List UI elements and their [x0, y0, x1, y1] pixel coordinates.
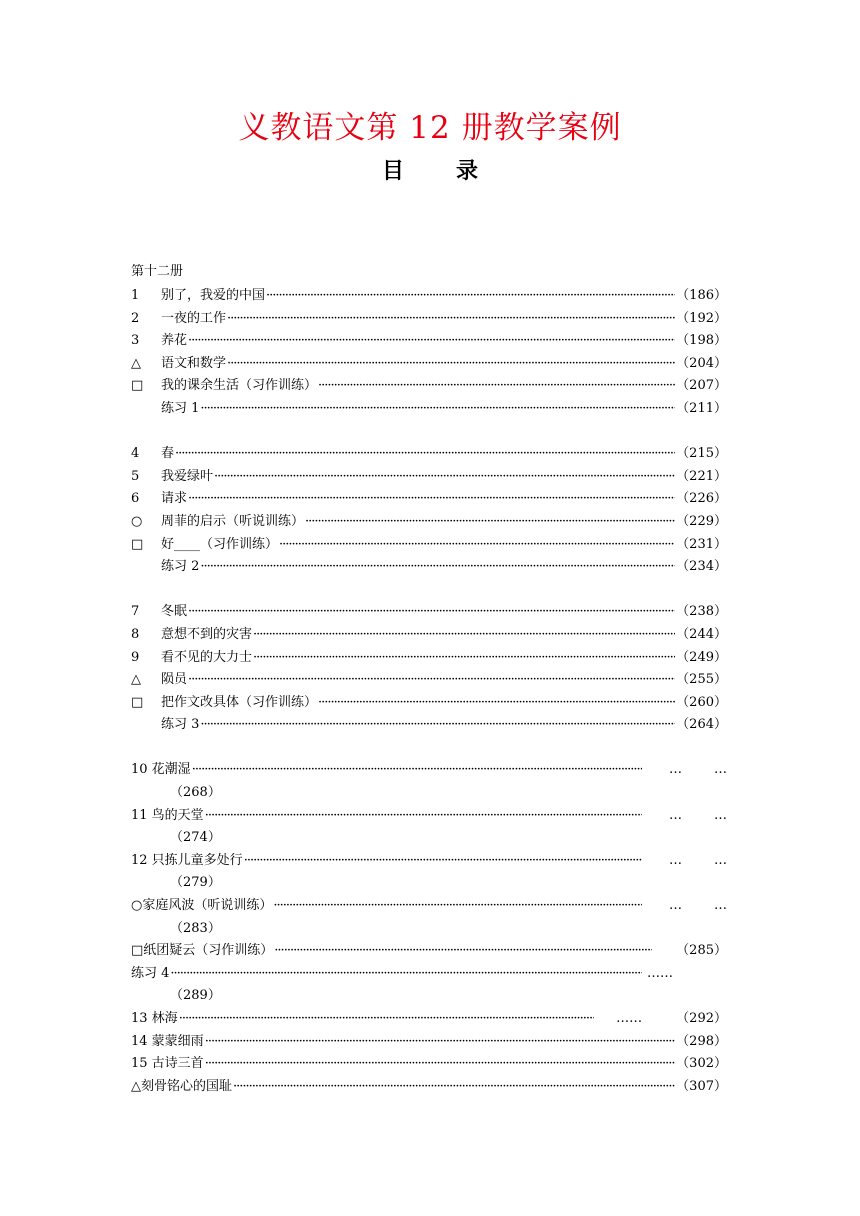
entry-title: 好____（习作训练）	[161, 536, 279, 552]
dot-leader	[305, 511, 675, 534]
toc-entry[interactable]	[131, 443, 727, 466]
dot-leader	[188, 488, 675, 511]
toc-entry[interactable]	[131, 601, 727, 624]
toc-heading-char-2: 录	[456, 159, 479, 184]
entry-title: 练习 2	[161, 559, 200, 575]
toc-entry[interactable]	[131, 353, 727, 376]
toc-entry[interactable]	[131, 285, 727, 308]
entry-title: 练习 3	[161, 717, 200, 733]
dot-leader	[244, 850, 642, 873]
entry-tail: … …	[669, 762, 727, 778]
entry-page: （204）	[676, 355, 727, 371]
dot-leader	[200, 398, 675, 421]
entry-title: 意想不到的灾害	[161, 626, 253, 642]
toc-entry[interactable]	[131, 895, 727, 918]
entry-page: （186）	[676, 288, 727, 303]
dot-leader	[200, 714, 675, 737]
dot-leader	[192, 759, 642, 782]
entry-title: 冬眠	[161, 604, 188, 620]
entry-page: （207）	[676, 378, 727, 394]
dot-leader	[205, 1031, 675, 1054]
entry-title: 11 鸟的天堂	[131, 807, 204, 823]
entry-title: 练习 4	[131, 965, 170, 981]
entry-title: 语文和数学	[161, 355, 227, 371]
toc-entry[interactable]	[131, 805, 727, 828]
toc-entry[interactable]	[131, 398, 727, 421]
entry-marker: □	[131, 536, 144, 552]
dot-leader	[253, 647, 675, 670]
entry-tail: … …	[669, 852, 727, 868]
entry-page: （285）	[676, 943, 727, 959]
entry-marker: △	[131, 672, 141, 688]
toc-entry[interactable]	[131, 534, 727, 557]
toc-entry[interactable]	[131, 308, 727, 331]
toc-entry[interactable]	[131, 511, 727, 534]
toc-entry[interactable]	[131, 375, 727, 398]
entry-title: 看不见的大力士	[161, 649, 253, 665]
entry-page: （244）	[676, 626, 727, 642]
entry-title: □纸团疑云（习作训练）	[131, 943, 274, 959]
toc-entry[interactable]	[131, 488, 727, 511]
entry-page: （226）	[676, 491, 727, 507]
entry-title: 一夜的工作	[161, 310, 227, 326]
entry-page: （279）	[170, 875, 221, 891]
entry-page: （249）	[676, 649, 727, 665]
entry-title: 请求	[161, 491, 188, 507]
toc-entry[interactable]	[131, 647, 727, 670]
dot-leader	[175, 443, 675, 466]
entry-title: 把作文改具体（习作训练）	[161, 694, 318, 710]
toc-entry[interactable]	[131, 714, 727, 737]
dot-leader	[279, 534, 675, 557]
dot-leader	[227, 353, 675, 376]
entry-title: 14 蒙蒙细雨	[131, 1033, 204, 1049]
dot-leader	[318, 375, 675, 398]
entry-title: 13 林海	[131, 1011, 178, 1026]
dot-leader	[205, 805, 642, 828]
entry-marker: ○	[131, 513, 143, 529]
dot-leader	[188, 330, 675, 353]
entry-title: 12 只拣儿童多处行	[131, 852, 243, 868]
table-of-contents	[131, 285, 727, 1098]
entry-page: （302）	[676, 1056, 727, 1072]
toc-heading-char-1: 目	[381, 159, 404, 184]
entry-title: 周菲的启示（听说训练）	[161, 513, 305, 529]
entry-marker: 2	[131, 310, 140, 326]
dot-leader	[233, 1076, 675, 1099]
entry-title: 10 花潮湿	[131, 762, 191, 778]
entry-page-wrapped	[131, 985, 727, 1008]
dot-leader	[318, 692, 675, 715]
entry-title: △刻骨铭心的国耻	[131, 1078, 232, 1094]
entry-page: （231）	[676, 536, 727, 552]
entry-page: （238）	[676, 604, 727, 620]
toc-entry[interactable]	[131, 963, 727, 986]
dot-leader	[266, 285, 675, 308]
entry-marker: 1	[131, 288, 140, 303]
entry-title: 我爱绿叶	[161, 468, 214, 484]
entry-page: （198）	[676, 333, 727, 349]
entry-tail: … …	[669, 807, 727, 823]
entry-title: 陨员	[161, 672, 188, 688]
entry-page: （192）	[676, 310, 727, 326]
entry-marker: 9	[131, 649, 140, 665]
entry-title: ○家庭风波（听说训练）	[131, 898, 273, 914]
entry-tail: ……	[647, 965, 673, 981]
entry-title: 练习 1	[161, 400, 200, 416]
entry-marker: 6	[131, 491, 140, 507]
entry-page: （215）	[676, 446, 727, 462]
entry-page: （292）	[676, 1011, 727, 1026]
dot-leader	[274, 940, 652, 963]
entry-title: 春	[161, 446, 175, 462]
dot-leader	[188, 669, 675, 692]
dot-leader	[188, 601, 675, 624]
entry-title: 别了，我爱的中国	[161, 288, 266, 303]
dot-leader	[214, 466, 675, 489]
entry-title: 养花	[161, 333, 188, 349]
dot-leader	[273, 895, 642, 918]
toc-entry[interactable]	[131, 850, 727, 873]
entry-page: （234）	[676, 559, 727, 575]
entry-page: （264）	[676, 717, 727, 733]
entry-page: （274）	[170, 830, 221, 846]
entry-marker: 4	[131, 446, 140, 462]
section-label: 第十二册	[131, 264, 184, 279]
entry-tail: … …	[669, 898, 727, 914]
dot-leader	[179, 1008, 594, 1031]
toc-entry[interactable]	[131, 466, 727, 489]
entry-page: （260）	[676, 694, 727, 710]
entry-page-wrapped	[131, 827, 727, 850]
entry-page: （229）	[676, 513, 727, 529]
toc-entry[interactable]	[131, 692, 727, 715]
group-spacer	[131, 737, 727, 760]
entry-page: （211）	[676, 400, 727, 416]
entry-marker: △	[131, 355, 141, 371]
dot-leader	[227, 308, 675, 331]
toc-entry[interactable]	[131, 1053, 727, 1076]
entry-page-wrapped	[131, 918, 727, 941]
group-spacer	[131, 421, 727, 444]
toc-entry[interactable]	[131, 1076, 727, 1099]
entry-tail: ……	[616, 1011, 643, 1026]
entry-page: （289）	[170, 988, 221, 1004]
entry-marker: 8	[131, 626, 140, 642]
toc-entry[interactable]	[131, 669, 727, 692]
toc-entry[interactable]	[131, 759, 727, 782]
entry-marker: 3	[131, 333, 140, 349]
dot-leader	[170, 963, 642, 986]
entry-marker: □	[131, 694, 144, 710]
entry-page: （268）	[170, 785, 221, 801]
entry-page: （283）	[170, 920, 221, 936]
toc-entry[interactable]	[131, 940, 727, 963]
toc-entry[interactable]	[131, 1008, 727, 1031]
entry-page-wrapped	[131, 782, 727, 805]
entry-marker: 7	[131, 604, 140, 620]
entry-marker: 5	[131, 468, 140, 484]
group-spacer	[131, 579, 727, 602]
entry-marker: □	[131, 378, 144, 394]
entry-page: （298）	[676, 1033, 727, 1049]
entry-page: （307）	[676, 1078, 727, 1094]
dot-leader	[253, 624, 675, 647]
entry-title: 我的课余生活（习作训练）	[161, 378, 318, 394]
entry-title: 15 古诗三首	[131, 1056, 204, 1072]
entry-page-wrapped	[131, 872, 727, 895]
document-title: 义教语文第 12 册教学案例	[238, 110, 622, 146]
toc-entry[interactable]	[131, 556, 727, 579]
dot-leader	[205, 1053, 675, 1076]
toc-entry[interactable]	[131, 624, 727, 647]
toc-heading	[0, 156, 860, 188]
toc-entry[interactable]	[131, 330, 727, 353]
toc-entry[interactable]	[131, 1031, 727, 1054]
entry-page: （221）	[676, 468, 727, 484]
entry-page: （255）	[676, 672, 727, 688]
dot-leader	[200, 556, 675, 579]
